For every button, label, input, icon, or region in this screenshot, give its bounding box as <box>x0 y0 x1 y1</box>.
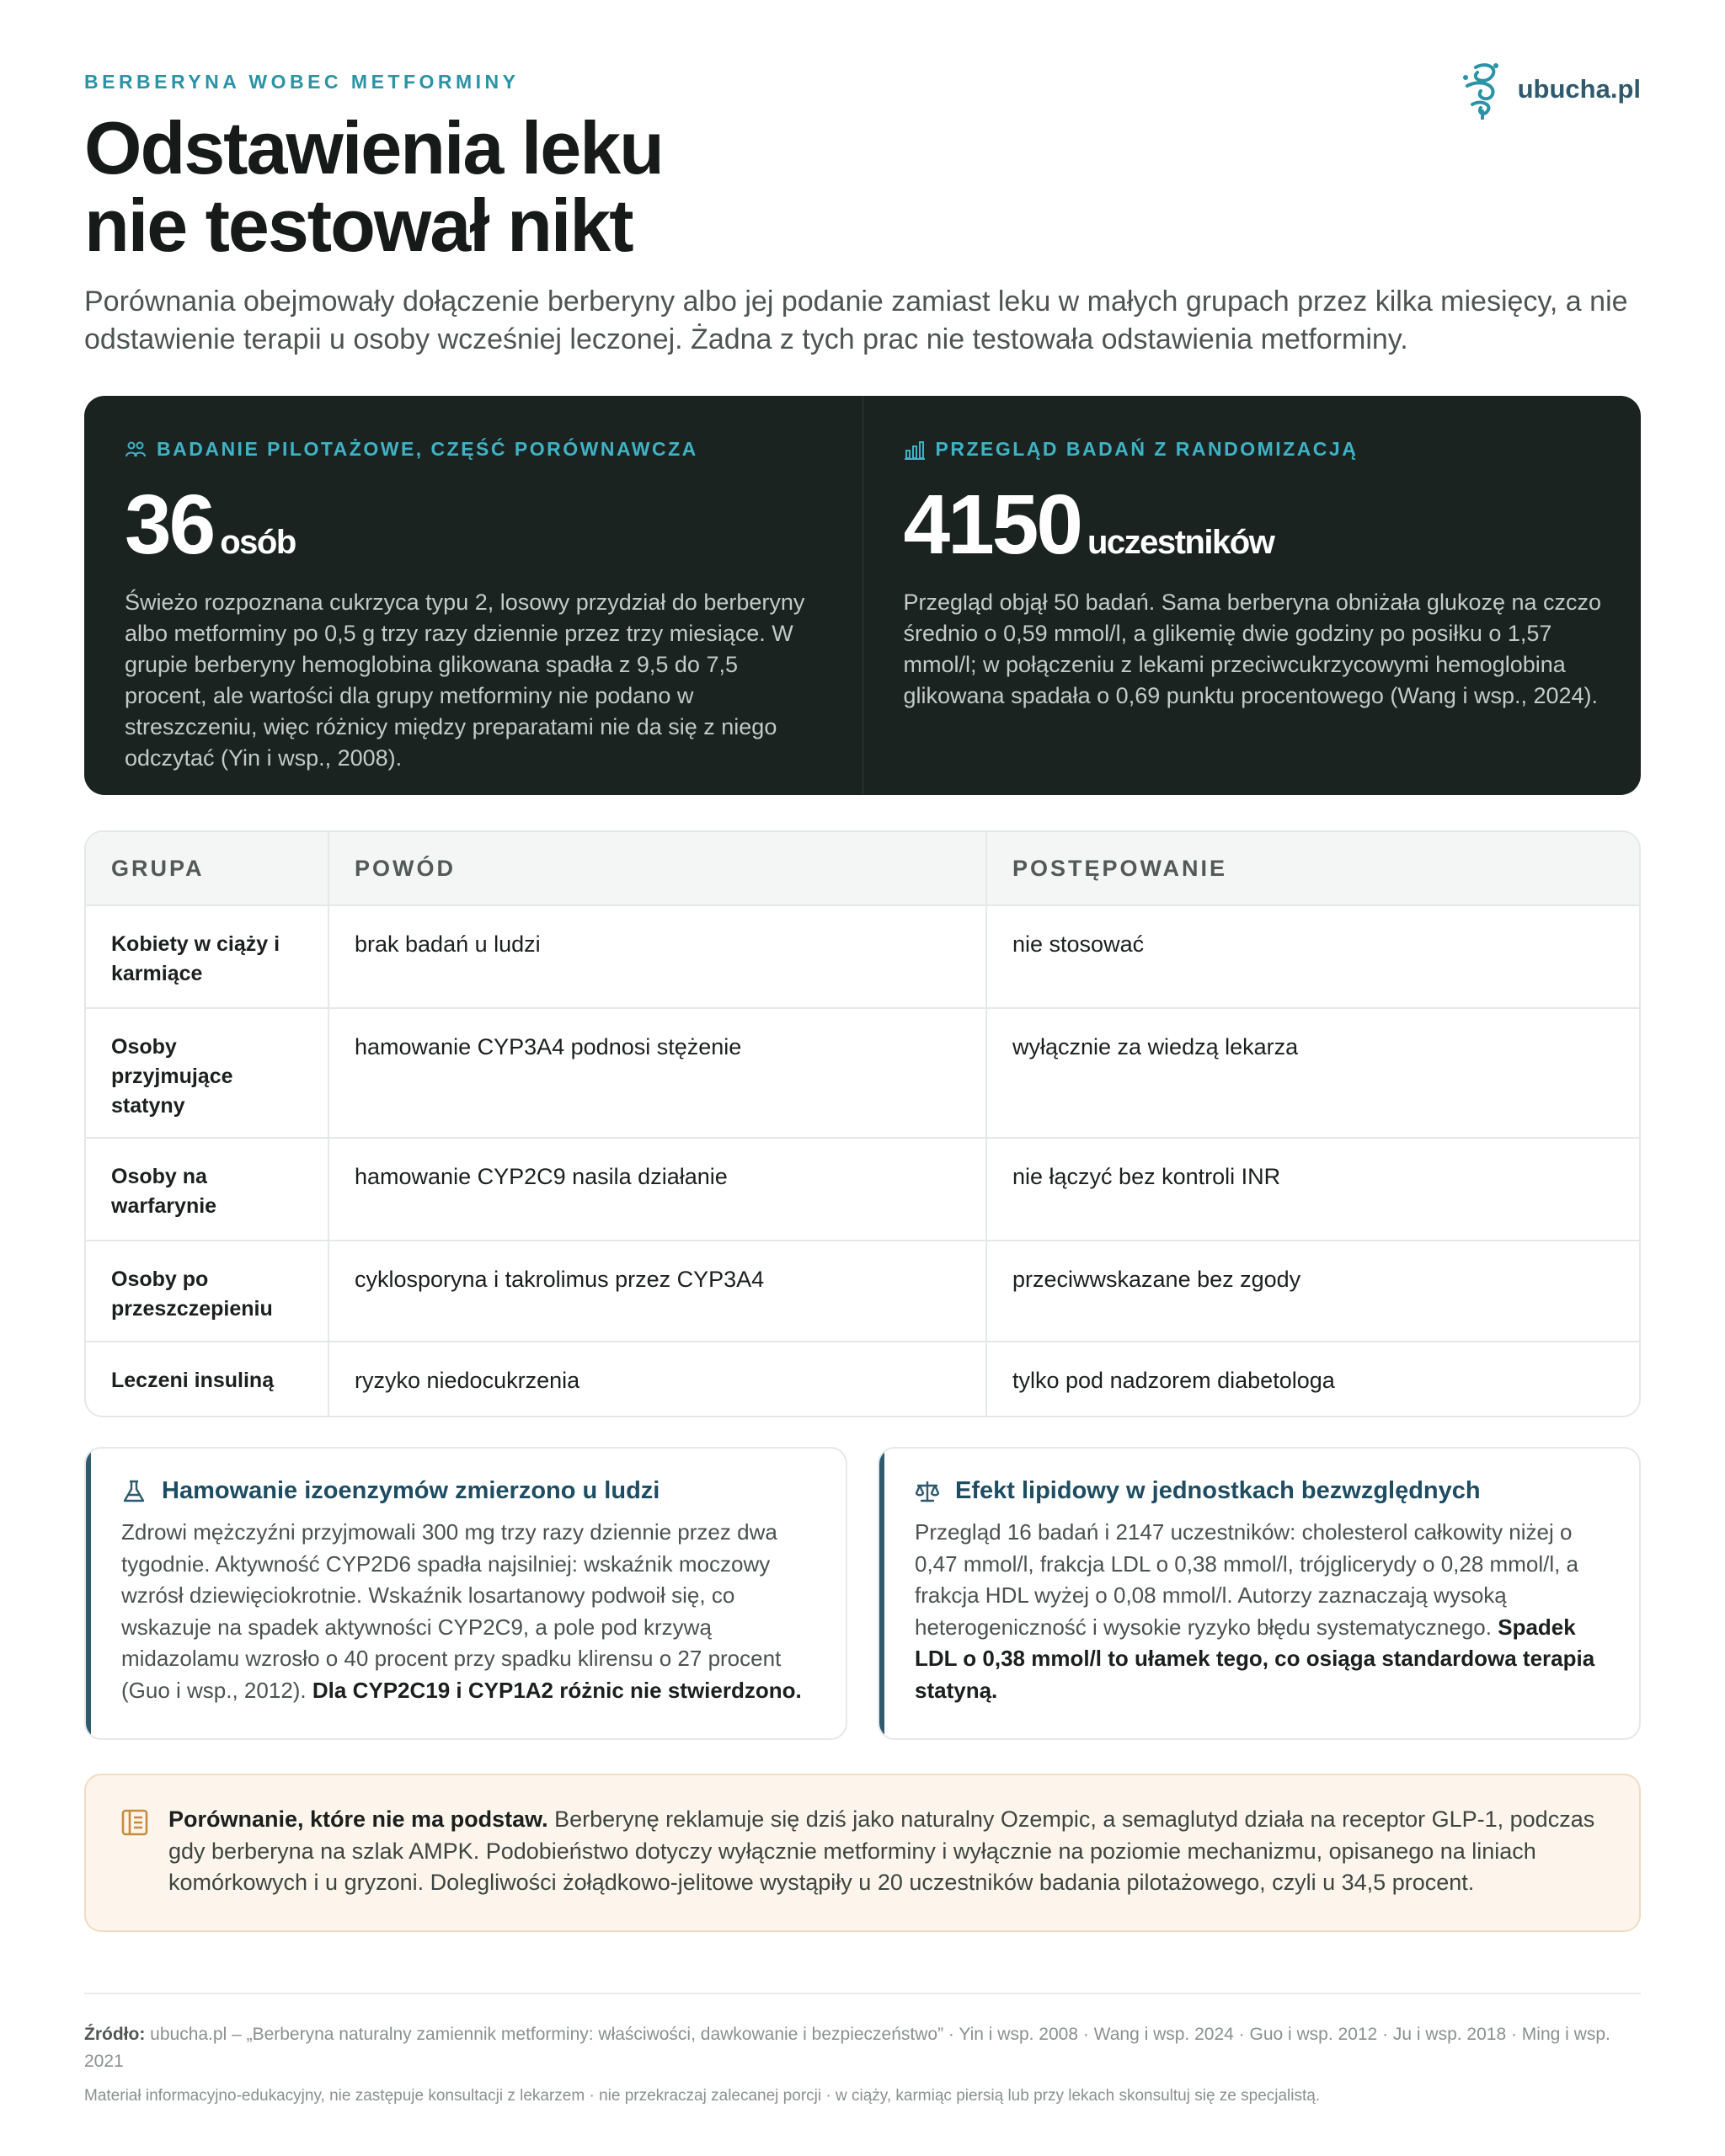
cell-group: Osoby po przeszczepieniu <box>86 1241 328 1342</box>
card-body-text: Przegląd 16 badań i 2147 uczestników: cholesterol całkowity niżej o 0,47 mmol/l, frakcja LDL o 0,38 mmol/l, trójglicerydy o 0,28 mmol/l, a frakcja HDL wyżej o 0,08 mmol/l. Autorzy zaznaczają wysoką heterogeniczność i wysokie ryzyko błędu systematycznego. <box>915 1519 1578 1640</box>
cell-action: tylko pod nadzorem diabetologa <box>986 1342 1639 1416</box>
table-row <box>86 1241 1639 1342</box>
logo-text: ubucha.pl <box>1517 74 1641 104</box>
source-text: ubucha.pl – „Berberyna naturalny zamiennik metforminy: właściwości, dawkowanie i bezpieczeństwo” · Yin i wsp. 2008 · Wang i wsp. 2024 · Guo i wsp. 2012 · Ju i wsp. 2018 · Ming i wsp. 2021 <box>84 2025 1610 2071</box>
stat-rct-review <box>862 396 1642 795</box>
card-body <box>915 1517 1605 1706</box>
table-header-row <box>86 832 1639 905</box>
table-row <box>86 1008 1639 1138</box>
note-lead: Porównanie, które nie ma podstaw. <box>168 1806 548 1832</box>
title-line-1: Odstawienia leku <box>84 106 663 189</box>
disclaimer: Materiał informacyjno-edukacyjny, nie zastępuje konsultacji z lekarzem · nie przekraczaj zalecanej porcji · w ciąży, karmiąc piersią lub przy lekach skonsultuj się ze specjalistą. <box>84 2087 1321 2105</box>
stat-description: Przegląd objął 50 badań. Sama berberyna obniżała glukozę na czczo średnio o 0,59 mmol/l, a glikemię dwie godziny po posiłku o 1,57 mmol/l; w połączeniu z lekami przeciwcukrzycowymi hemoglobina glikowana spadała o 0,69 punktu procentowego (Wang i wsp., 2024). <box>903 590 1602 708</box>
cell-reason: ryzyko niedocukrzenia <box>328 1342 986 1416</box>
stat-label-text: BADANIE PILOTAŻOWE, CZĘŚĆ PORÓWNAWCZA <box>157 438 698 460</box>
column-header-group: GRUPA <box>86 832 328 905</box>
cell-reason: hamowanie CYP2C9 nasila działanie <box>328 1138 986 1241</box>
cell-reason: brak badań u ludzi <box>328 905 986 1008</box>
card-title-text: Efekt lipidowy w jednostkach bezwzględnych <box>955 1477 1481 1504</box>
stat-unit: uczestników <box>1087 524 1274 561</box>
cell-action: wyłącznie za wiedzą lekarza <box>986 1008 1639 1138</box>
stats-card <box>84 396 1641 795</box>
note-box <box>84 1774 1641 1932</box>
cell-group: Osoby przyjmujące statyny <box>86 1008 328 1138</box>
card-lipids <box>878 1447 1641 1740</box>
card-body-text: Zdrowi mężczyźni przyjmowali 300 mg trzy razy dziennie przez dwa tygodnie. Aktywność CYP2D6 spadła najsilniej: wskaźnik moczowy wzrósł dziewięciokrotnie. Wskaźnik losartanowy podwoił się, co wskazuje na spadek aktywności CYP2C9, a pole pod krzywą midazolamu wzrosło o 40 procent przy spadku klirensu o 27 procent (Guo i wsp., 2012). <box>121 1519 782 1703</box>
cell-reason: hamowanie CYP3A4 podnosi stężenie <box>328 1008 986 1138</box>
flask-icon <box>121 1479 147 1504</box>
cell-action: nie stosować <box>986 905 1639 1008</box>
stat-unit: osób <box>220 524 296 561</box>
title-line-2: nie testował nikt <box>84 184 633 267</box>
stat-pilot-study <box>84 396 862 795</box>
table-row <box>86 905 1639 1008</box>
source-line <box>84 2021 1641 2075</box>
divider <box>84 1993 1641 1994</box>
source-label: Źródło: <box>84 2025 146 2044</box>
cell-group: Kobiety w ciąży i karmiące <box>86 905 328 1008</box>
bar-chart-icon <box>904 439 926 461</box>
eyebrow: BERBERYNA WOBEC METFORMINY <box>84 71 520 93</box>
risk-groups-table <box>84 830 1641 1417</box>
lead-paragraph: Porównania obejmowały dołączenie berberyny albo jej podanie zamiast leku w małych grupach przez kilka miesięcy, a nie odstawienie terapii u osoby wcześniej leczonej. Żadna z tych prac nie testowała odstawienia metforminy. <box>84 286 1628 355</box>
cell-reason: cyklosporyna i takrolimus przez CYP3A4 <box>328 1241 986 1342</box>
column-header-action: POSTĘPOWANIE <box>986 832 1639 905</box>
cell-action: nie łączyć bez kontroli INR <box>986 1138 1639 1241</box>
stat-value <box>903 478 1603 572</box>
stat-label <box>904 438 1603 461</box>
note-body: Berberynę reklamuje się dziś jako naturalny Ozempic, a semaglutyd działa na receptor GLP-1, podczas gdy berberyna na szlak AMPK. Podobieństwo dotyczy wyłącznie metforminy i wyłącznie na poziomie mechanizmu, opisanego na liniach komórkowych i u gryzoni. Dolegliwości żołądkowo-jelitowe wystąpiły u 20 uczestników badania pilotażowego, czyli u 34,5 procent. <box>168 1806 1595 1895</box>
card-body-highlight: Spadek LDL o 0,38 mmol/l to ułamek tego, co osiąga standardowa terapia statyną. <box>915 1614 1595 1703</box>
card-body <box>121 1517 812 1706</box>
cell-group: Osoby na warfarynie <box>86 1138 328 1241</box>
stat-value <box>125 478 824 572</box>
document-icon <box>120 1807 150 1838</box>
stat-number: 4150 <box>903 478 1081 572</box>
card-body-highlight: Dla CYP2C19 i CYP1A2 różnic nie stwierdzono. <box>312 1677 802 1703</box>
logo[interactable] <box>1459 59 1641 120</box>
column-header-reason: POWÓD <box>328 832 986 905</box>
card-title-text: Hamowanie izoenzymów zmierzono u ludzi <box>162 1477 660 1504</box>
cell-action: przeciwwskazane bez zgody <box>986 1241 1639 1342</box>
page-title <box>84 106 663 267</box>
card-isoenzymes <box>84 1447 847 1740</box>
stat-label-text: PRZEGLĄD BADAŃ Z RANDOMIZACJĄ <box>935 438 1359 460</box>
cell-group: Leczeni insuliną <box>86 1342 328 1416</box>
logo-icon <box>1459 59 1506 120</box>
stat-label <box>125 438 824 461</box>
card-title <box>121 1477 812 1505</box>
table-row <box>86 1342 1639 1416</box>
scale-icon <box>915 1479 940 1504</box>
people-icon <box>125 439 147 461</box>
stat-description: Świeżo rozpoznana cukrzyca typu 2, losowy przydział do berberyny albo metforminy po 0,5 g trzy razy dziennie przez trzy miesiące. W grupie berberyny hemoglobina glikowana spadła z 9,5 do 7,5 procent, ale wartości dla grupy metforminy nie podano w streszczeniu, więc różnicy między preparatami nie da się z niego odczytać (Yin i wsp., 2008). <box>125 590 805 771</box>
stat-number: 36 <box>125 478 214 572</box>
table-row <box>86 1138 1639 1241</box>
card-title <box>915 1477 1605 1505</box>
note-text <box>168 1804 1605 1930</box>
